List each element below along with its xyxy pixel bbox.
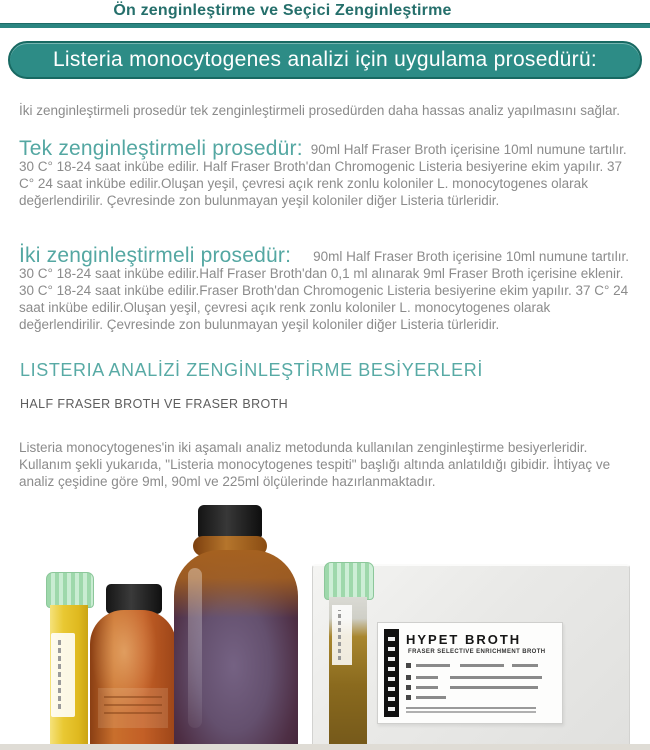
procedure-banner-label: Listeria monocytogenes analizi için uygulama prosedürü: xyxy=(52,48,598,71)
label-micro-row xyxy=(406,675,546,680)
single-enrichment-paragraph xyxy=(19,136,631,209)
olive-tube-label xyxy=(332,605,352,665)
small-amber-bottle xyxy=(90,610,176,750)
label-micro-row xyxy=(406,663,546,668)
enrichment-media-title: LISTERIA ANALİZİ ZENGİNLEŞTİRME BESİYERLERİ xyxy=(20,360,483,380)
small-bottle-label xyxy=(98,688,168,728)
page-header-title: Ön zenginleştirme ve Seçici Zenginleştirme xyxy=(113,2,452,19)
package-label-title: HYPET BROTH xyxy=(406,632,522,647)
floor-strip xyxy=(0,744,650,750)
label-micro-row xyxy=(406,695,546,700)
olive-tube-cap xyxy=(324,562,374,600)
package-label-subtitle: FRASER SELECTIVE ENRICHMENT BROTH xyxy=(408,649,546,655)
enrichment-media-subtitle: HALF FRASER BROTH VE FRASER BROTH xyxy=(20,397,289,411)
yellow-tube-label xyxy=(51,633,75,717)
label-micro-row xyxy=(406,685,546,690)
double-enrichment-heading: İki zenginleştirmeli prosedür: xyxy=(19,243,292,267)
yellow-test-tube xyxy=(50,605,88,750)
procedure-banner xyxy=(8,41,642,79)
intro-paragraph: İki zenginleştirmeli prosedür tek zenginleştirmeli prosedürden daha hassas analiz yapılmasını sağlar. xyxy=(19,102,621,118)
double-enrichment-body: 90ml Half Fraser Broth içerisine 10ml numune tartılır. 30 C° 18-24 saat inkübe edilir.Half Fraser Broth'dan 0,1 ml alınarak 9ml Fraser Broth içerisine eklenir. 30 C° 18-24 saat inkübe edilir.Fraser Broth'dan Chromogenic Listeria besiyerine ekim yapılır. 37 C° 24 saat inkübe edilir.Oluşan yeşil, çevresi açık renk zonlu koloniler L. monocytogenes olarak değerlendirilir. Çevresinde zon bulunmayan yeşil koloniler diğer Listeria türleridir. xyxy=(19,248,629,332)
large-bottle-highlight xyxy=(188,568,202,728)
brand-bar xyxy=(384,629,399,717)
single-enrichment-body: 90ml Half Fraser Broth içerisine 10ml numune tartılır. 30 C° 18-24 saat inkübe edilir. Half Fraser Broth'dan Chromogenic Listeria besiyerine ekim yapılır. 37 C° 24 saat inkübe edilir.Oluşan yeşil, çevresi açık renk zonlu koloniler L. monocytogenes olarak değerlendirilir. Çevresinde zon bulunmayan yeşil koloniler diğer Listeria türleridir. xyxy=(19,141,627,208)
enrichment-media-paragraph: Listeria monocytogenes'in iki aşamalı analiz metodunda kullanılan zenginleştirme besiyerleridir. Kullanım şekli yukarıda, "Listeria monocytogenes tespiti" başlığı altında anlatıldığı gibidir. İhtiyaç ve analiz çeşidine göre 9ml, 90ml ve 225ml ölçülerinde hazırlanmaktadır. xyxy=(19,439,611,489)
package-label xyxy=(377,622,563,724)
large-bottle-cap xyxy=(198,505,262,538)
single-enrichment-heading: Tek zenginleştirmeli prosedür: xyxy=(19,136,303,160)
yellow-tube-cap xyxy=(46,572,94,608)
label-fine-print xyxy=(406,707,536,709)
double-enrichment-paragraph xyxy=(19,243,631,333)
product-photo xyxy=(0,498,650,750)
olive-test-tube xyxy=(329,597,367,750)
header-divider xyxy=(0,23,650,28)
